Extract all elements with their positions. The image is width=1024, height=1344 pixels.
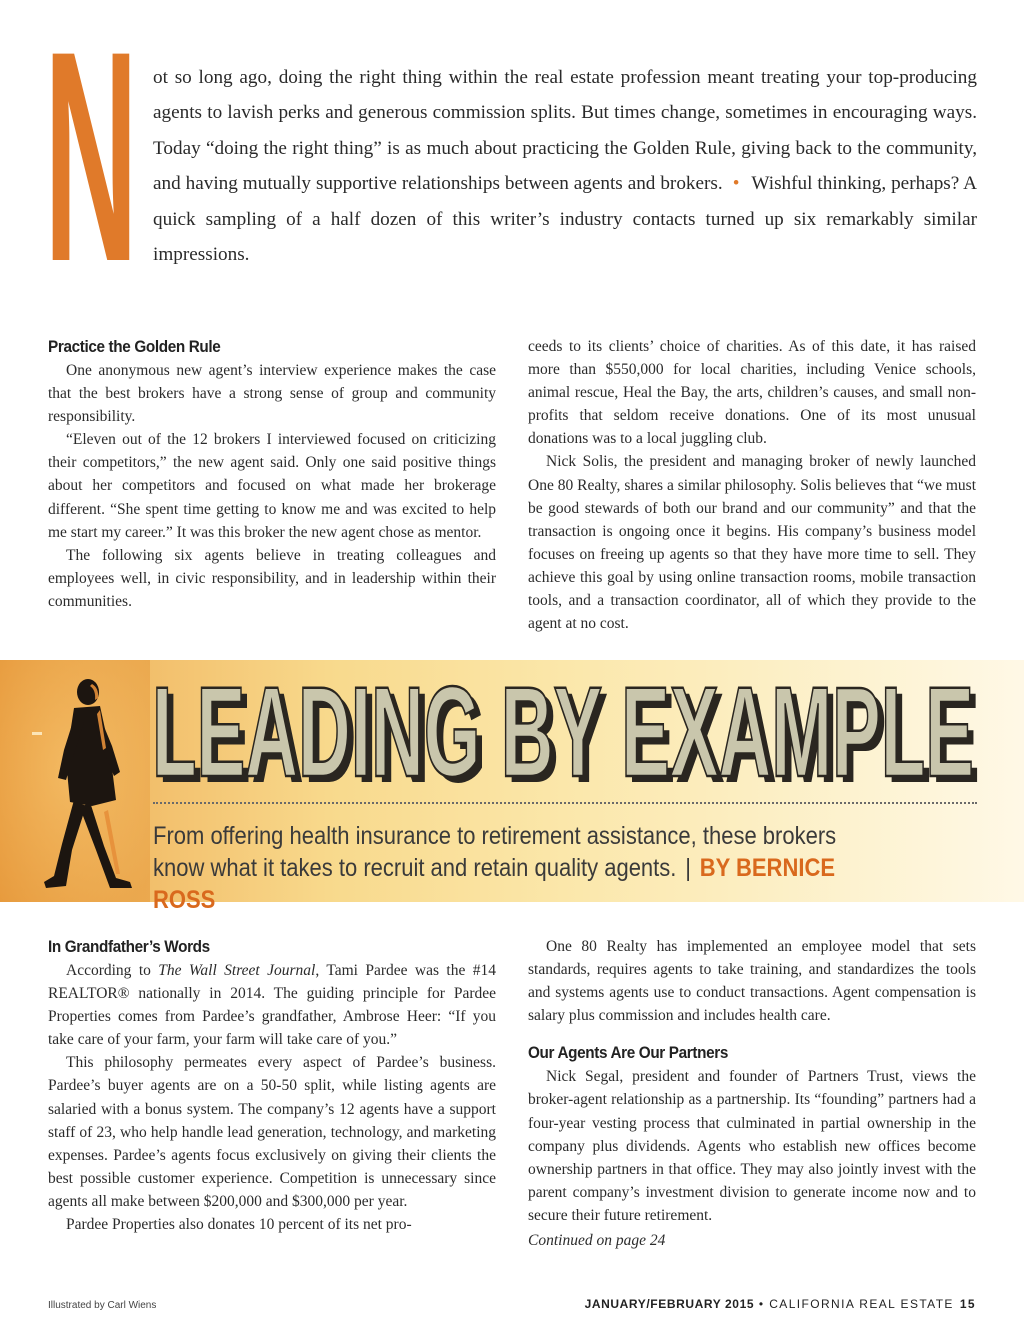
banner-subtitle bbox=[153, 820, 892, 916]
section-heading-partners: Our Agents Are Our Partners bbox=[528, 1043, 729, 1063]
issue-date: JANUARY/FEBRUARY 2015 bbox=[584, 1297, 755, 1311]
body-paragraph: One 80 Realty has implemented an employee model that sets standards, requires agents to take training, and standardizes the tools and systems agents use to conduct transactions. Agent compensation is salary plus commission and includes health care. bbox=[528, 938, 976, 1025]
svg-text:LEADING BY EXAMPLE: LEADING BY EXAMPLE bbox=[152, 670, 974, 786]
body-paragraph: Pardee Properties also donates 10 percent of its net pro- bbox=[66, 1216, 412, 1234]
body-paragraph bbox=[48, 959, 496, 1051]
intro-paragraph bbox=[153, 60, 977, 272]
intro-text-part1: ot so long ago, doing the right thing within the real estate profession meant treating your top-producing agents to lavish perks and generous commission splits. But times change, sometimes in encouraging ways. Today “doing the right thing” is as much about practicing the Golden Rule, giving back to the community, and having mutually supportive relationships between agents and brokers. bbox=[153, 67, 977, 195]
svg-text:LEADING BY EXAMPLE: LEADING BY EXAMPLE bbox=[158, 670, 980, 786]
author-byline: BY BERNICE ROSS bbox=[153, 854, 836, 914]
intro-text-part2: Wishful thinking, perhaps? A quick sampling of a half dozen of this writer’s industry contacts turned up six remarkably similar impressions. bbox=[153, 173, 978, 266]
body-paragraph: One anonymous new agent’s interview experience makes the case that the best brokers have a strong sense of group and community responsibility. bbox=[48, 362, 496, 426]
text-run: , Tami Pardee was the #14 REALTOR® nationally in 2014. The guiding principle for Pardee Properties comes from Pardee’s grandfather, Ambrose Heer: “If you take care of your farm, your farm will take care of you.” bbox=[48, 962, 496, 1049]
publication-title: The Wall Street Journal bbox=[158, 962, 316, 979]
byline-separator: | bbox=[685, 854, 691, 882]
body-paragraph: “Eleven out of the 12 brokers I interviewed focused on criticizing their competitors,” the new agent said. Only one said positive things about her competitors and focused on what made her brokerage different. “She spent time getting to know me and was excited to help me start my career.” It was this broker the new agent chose as mentor. bbox=[48, 431, 496, 541]
subtitle-text: From offering health insurance to retirement assistance, these brokers know what it takes to recruit and retain quality agents. bbox=[153, 822, 837, 882]
page-number: 15 bbox=[959, 1297, 976, 1311]
section1-left-column bbox=[48, 335, 496, 613]
body-paragraph: This philosophy permeates every aspect of Pardee’s business. Pardee’s buyer agents are on a 50-50 split, while listing agents are salaried with a bonus system. The company’s 12 agents have a support staff of 23, who help handle lead generation, technology, and marketing expenses. Pardee’s agents focus exclusively on giving their clients the best possible customer experience. Competition is unnecessary since agents all make between $200,000 and $300,000 per year. bbox=[48, 1054, 496, 1210]
body-paragraph: ceeds to its clients’ choice of charities. As of this date, it has raised more than $550,000 for local charities, including Venice schools, animal rescue, Heal the Bay, the arts, children’s causes, and small non-profits that seldom receive donations. One of its most unusual donations was to a local juggling club. bbox=[528, 338, 976, 448]
text-run: According to bbox=[66, 962, 159, 979]
intro-bullet: • bbox=[732, 173, 740, 195]
illustration-credit: Illustrated by Carl Wiens bbox=[48, 1300, 157, 1311]
magazine-name: CALIFORNIA REAL ESTATE bbox=[769, 1297, 954, 1311]
body-paragraph: Nick Solis, the president and managing broker of newly launched One 80 Realty, shares a similar philosophy. Solis believes that “we must be good stewards of both our brand and our community” and that the transaction is ongoing once it begins. His company’s business model focuses on freeing up agents so that they have more time to sell. They achieve this goal by using online transaction rooms, mobile transaction tools, and a transaction coordinator, all of which they provide to the agent at no cost. bbox=[528, 453, 976, 633]
section1-right-column bbox=[528, 335, 976, 635]
banner-dotted-rule bbox=[153, 802, 977, 804]
body-paragraph: Nick Segal, president and founder of Partners Trust, views the broker-agent relationship as a partnership. Its “founding” partners had a four-year vesting process that culminated in partial ownership in the company plus dividends. Agents who establish new offices become ownership partners in that office. They may also jointly invest with the parent company’s investment division to generate income now and to secure their future retirement. bbox=[528, 1068, 976, 1224]
section2-right-column bbox=[528, 935, 976, 1252]
page-footer bbox=[585, 1297, 976, 1311]
section-heading-grandfather: In Grandfather’s Words bbox=[48, 937, 210, 956]
walking-man-illustration bbox=[0, 660, 150, 902]
body-paragraph: The following six agents believe in treating colleagues and employees well, in civic responsibility, and in leadership within their communities. bbox=[48, 546, 496, 610]
section-heading-golden-rule: Practice the Golden Rule bbox=[48, 337, 221, 356]
footer-dot: • bbox=[758, 1297, 765, 1311]
svg-text:N: N bbox=[44, 46, 138, 262]
drop-cap-n bbox=[44, 46, 138, 262]
continued-link[interactable]: Continued on page 24 bbox=[528, 1232, 666, 1250]
banner-title bbox=[150, 670, 980, 786]
title-banner bbox=[0, 660, 1024, 914]
section2-left-column bbox=[48, 935, 496, 1236]
